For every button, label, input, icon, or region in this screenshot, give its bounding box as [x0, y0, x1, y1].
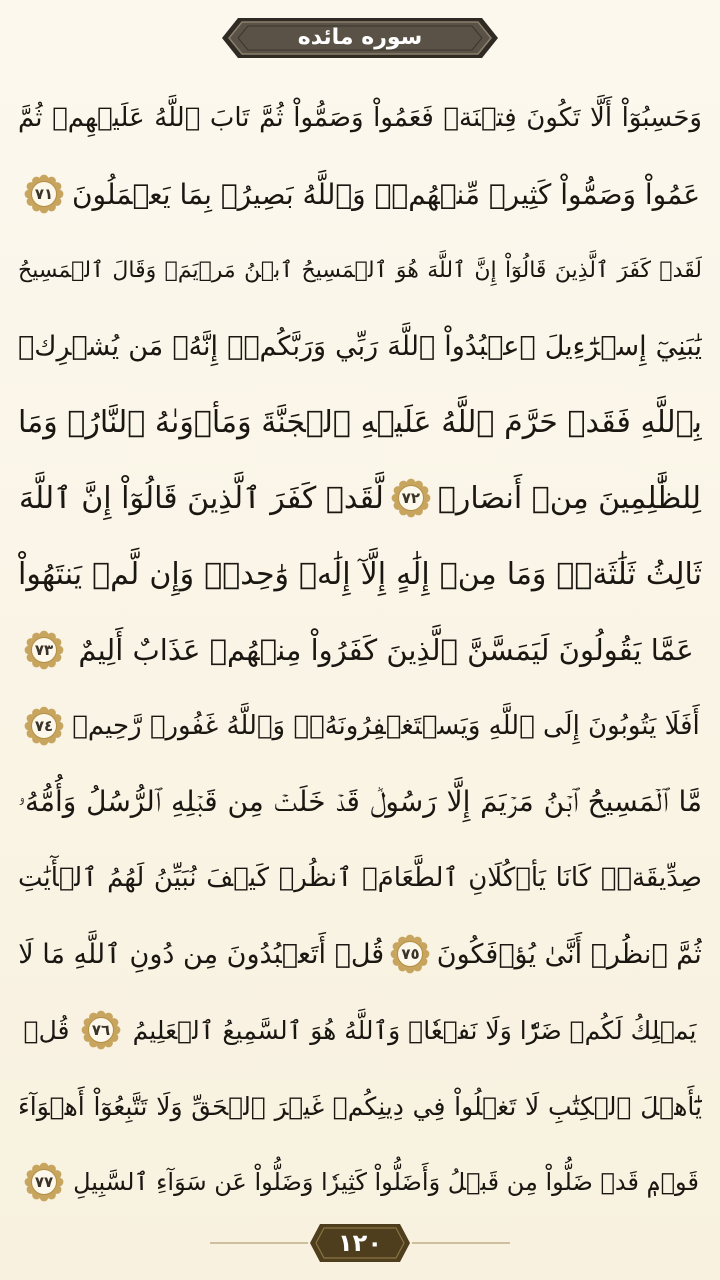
verse-line	[18, 918, 702, 990]
ayah-marker	[81, 1010, 121, 1050]
verse-text: مَّا ٱلۡمَسِيحُ ٱبۡنُ مَرۡيَمَ إِلَّا رَسُولٞ قَدۡ خَلَتۡ مِن قَبۡلِهِ ٱلرُّسُلُ وَأُمُّهُۥ	[18, 785, 702, 818]
ayah-marker	[391, 478, 431, 518]
verse-text: وَحَسِبُوٓاْ أَلَّا تَكُونَ فِتۡنَةٞ فَعَمُواْ وَصَمُّواْ ثُمَّ تَابَ ٱللَّهُ عَلَيۡهِمۡ ثُمَّ	[18, 103, 702, 133]
ayah-marker	[24, 174, 64, 214]
verse-line	[18, 158, 702, 230]
verse-text: صِدِّيقَةٞۖ كَانَا يَأۡكُلَانِ ٱلطَّعَامَۗ ٱنظُرۡ كَيۡفَ نُبَيِّنُ لَهُمُ ٱلۡأٓيَٰتِ	[18, 863, 702, 893]
surah-title: سوره مائده	[297, 25, 423, 50]
verse-text: ثَالِثُ ثَلَٰثَةٖۘ وَمَا مِنۡ إِلَٰهٍ إِلَّآ إِلَٰهٞ وَٰحِدٞۚ وَإِن لَّمۡ يَنتَهُواْ	[18, 556, 702, 592]
verse-text: يَٰٓأَهۡلَ ٱلۡكِتَٰبِ لَا تَغۡلُواْ فِي دِينِكُمۡ غَيۡرَ ٱلۡحَقِّ وَلَا تَتَّبِعُوٓاْ أَهۡوَآءَ	[18, 1091, 702, 1121]
verse-line	[18, 766, 702, 838]
verse-text: عَمَّا يَقُولُونَ لَيَمَسَّنَّ ٱلَّذِينَ كَفَرُواْ مِنۡهُمۡ عَذَابٌ أَلِيمٌ	[78, 633, 694, 667]
verse-line	[18, 538, 702, 610]
ayah-number: ٧٤	[34, 717, 54, 735]
ayah-marker	[390, 934, 430, 974]
verse-line	[18, 234, 702, 306]
verse-line	[18, 462, 702, 534]
verse-text: بِٱللَّهِ فَقَدۡ حَرَّمَ ٱللَّهُ عَلَيۡهِ ٱلۡجَنَّةَ وَمَأۡوَىٰهُ ٱلنَّارُۖ وَمَا	[18, 404, 702, 440]
verse-text: لَّقَدۡ كَفَرَ ٱلَّذِينَ قَالُوٓاْ إِنَّ ٱللَّهَ	[18, 480, 384, 516]
ayah-marker	[24, 706, 64, 746]
ayah-number: ٧٧	[34, 1173, 54, 1191]
surah-header	[218, 14, 502, 62]
verse-line	[18, 310, 702, 382]
verse-text: يَٰبَنِيٓ إِسۡرَٰٓءِيلَ ٱعۡبُدُواْ ٱللَّهَ رَبِّي وَرَبَّكُمۡۖ إِنَّهُۥ مَن يُشۡرِكۡ	[18, 330, 702, 362]
page-number-badge	[308, 1222, 412, 1264]
ayah-marker	[24, 630, 64, 670]
verse-line	[18, 614, 702, 686]
verse-line	[18, 1146, 702, 1218]
verse-text: عَمُواْ وَصَمُّواْ كَثِيرٞ مِّنۡهُمۡۚ وَٱللَّهُ بَصِيرُۢ بِمَا يَعۡمَلُونَ	[71, 177, 701, 211]
footer-divider-right	[412, 1242, 510, 1244]
page-number: ١٢٠	[338, 1229, 382, 1257]
page-footer	[0, 1218, 720, 1268]
verse-text: يَمۡلِكُ لَكُمۡ ضَرّٗا وَلَا نَفۡعٗاۚ وَٱللَّهُ هُوَ ٱلسَّمِيعُ ٱلۡعَلِيمُ	[132, 1015, 697, 1045]
verse-text: قَوۡمٖ قَدۡ ضَلُّواْ مِن قَبۡلُ وَأَضَلُّواْ كَثِيرٗا وَضَلُّواْ عَن سَوَآءِ ٱلسَّبِيلِ	[73, 1168, 699, 1196]
ayah-number: ٧٦	[91, 1021, 111, 1039]
ayah-number: ٧٢	[401, 489, 421, 507]
verse-text: لِلظَّٰلِمِينَ مِنۡ أَنصَارٖ	[437, 480, 702, 516]
ayah-marker	[24, 1162, 64, 1202]
verse-text-area	[18, 82, 702, 1222]
verse-line	[18, 690, 702, 762]
verse-text: قُلۡ	[23, 1015, 70, 1045]
ayah-number: ٧٣	[34, 641, 54, 659]
verse-line	[18, 842, 702, 914]
verse-line	[18, 994, 702, 1066]
verse-line	[18, 386, 702, 458]
verse-text: ثُمَّ ٱنظُرۡ أَنَّىٰ يُؤۡفَكُونَ	[436, 938, 702, 970]
verse-text: قُلۡ أَتَعۡبُدُونَ مِن دُونِ ٱللَّهِ مَا لَا	[18, 938, 385, 970]
verse-text: لَقَدۡ كَفَرَ ٱلَّذِينَ قَالُوٓاْ إِنَّ ٱللَّهَ هُوَ ٱلۡمَسِيحُ ٱبۡنُ مَرۡيَمَۖ وَقَالَ ٱلۡمَسِيحُ	[18, 257, 702, 283]
footer-divider-left	[210, 1242, 308, 1244]
verse-line	[18, 1070, 702, 1142]
ayah-number: ٧٥	[401, 945, 420, 963]
verse-text: أَفَلَا يَتُوبُونَ إِلَى ٱللَّهِ وَيَسۡتَغۡفِرُونَهُۥۚ وَٱللَّهُ غَفُورٞ رَّحِيمٞ	[72, 711, 700, 741]
ayah-number: ٧١	[34, 185, 54, 203]
verse-line	[18, 82, 702, 154]
